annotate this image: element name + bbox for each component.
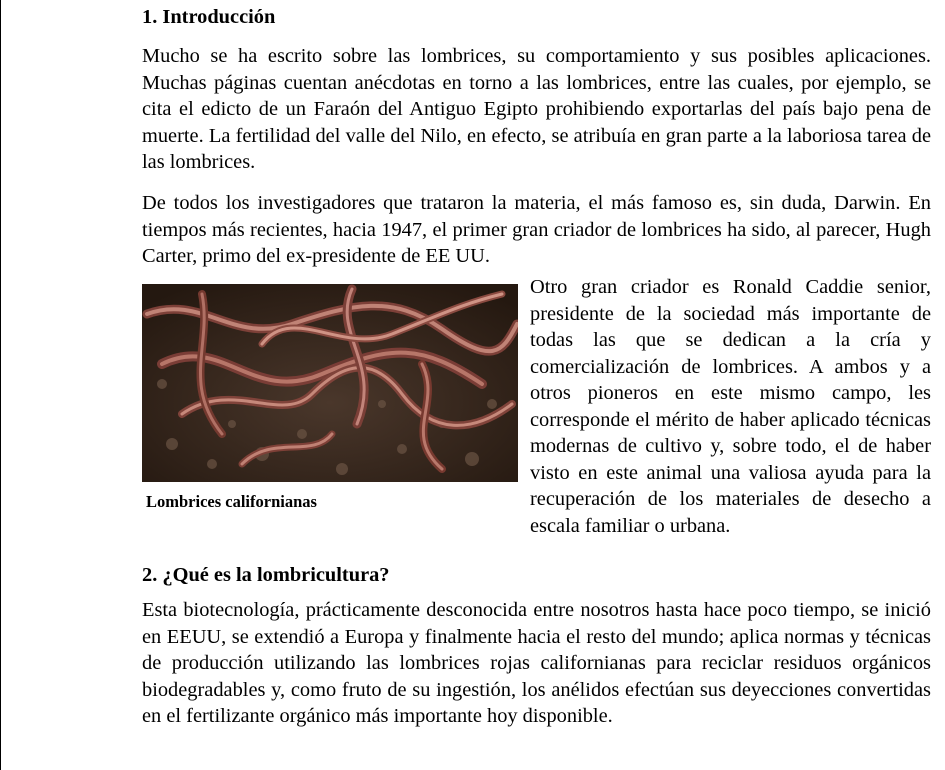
section-1-heading: 1. Introducción <box>142 6 276 28</box>
earthworms-photo <box>142 284 518 482</box>
intro-paragraph-1: Mucho se ha escrito sobre las lombrices, su comportamiento y sus posibles aplicaciones. Muchas páginas cuentan anécdotas en torno a las lombrices, entre las cuales, por ejemplo, se cita el edicto de un Faraón del Antiguo Egipto prohibiendo exportarlas del país bajo pena de muerte. La fertilidad del valle del Nilo, en efecto, se atribuía en gran parte a la laboriosa tarea de las lombrices. <box>142 45 931 173</box>
lombricultura-paragraph: Esta biotecnología, prácticamente desconocida entre nosotros hasta hace poco tiempo, se inició en EEUU, se extendió a Europa y finalmente hacia el resto del mundo; aplica normas y técnicas de producción utilizando las lombrices rojas californianas para reciclar residuos orgánicos biodegradables y, como fruto de su ingestión, los anélidos efectúan sus deyecciones convertidas en el fertilizante orgánico más importante hoy disponible. <box>142 599 931 727</box>
intro-paragraph-3: Otro gran criador es Ronald Caddie senior, presidente de la sociedad más importante de todas las que se dedican a la cría y comercialización de lombrices. A ambos y a otros pioneros en este mismo campo, les corresponde el mérito de haber aplicado técnicas modernas de cultivo y, sobre todo, el de haber visto en este animal una valiosa ayuda para la recuperación de los materiales de desecho a escala familiar o urbana. <box>530 276 931 537</box>
worm-figure <box>142 274 530 532</box>
section-2-heading: 2. ¿Qué es la lombricultura? <box>142 564 390 586</box>
intro-paragraph-2: De todos los investigadores que trataron la materia, el más famoso es, sin duda, Darwin. En tiempos más recientes, hacia 1947, el primer gran criador de lombrices ha sido, al parecer, Hugh Carter, primo del ex-presidente de EE UU. <box>142 192 931 267</box>
left-margin-rule <box>0 0 1 770</box>
intro-paragraph-3-with-figure <box>142 274 931 539</box>
figure-caption: Lombrices californianas <box>146 492 317 511</box>
